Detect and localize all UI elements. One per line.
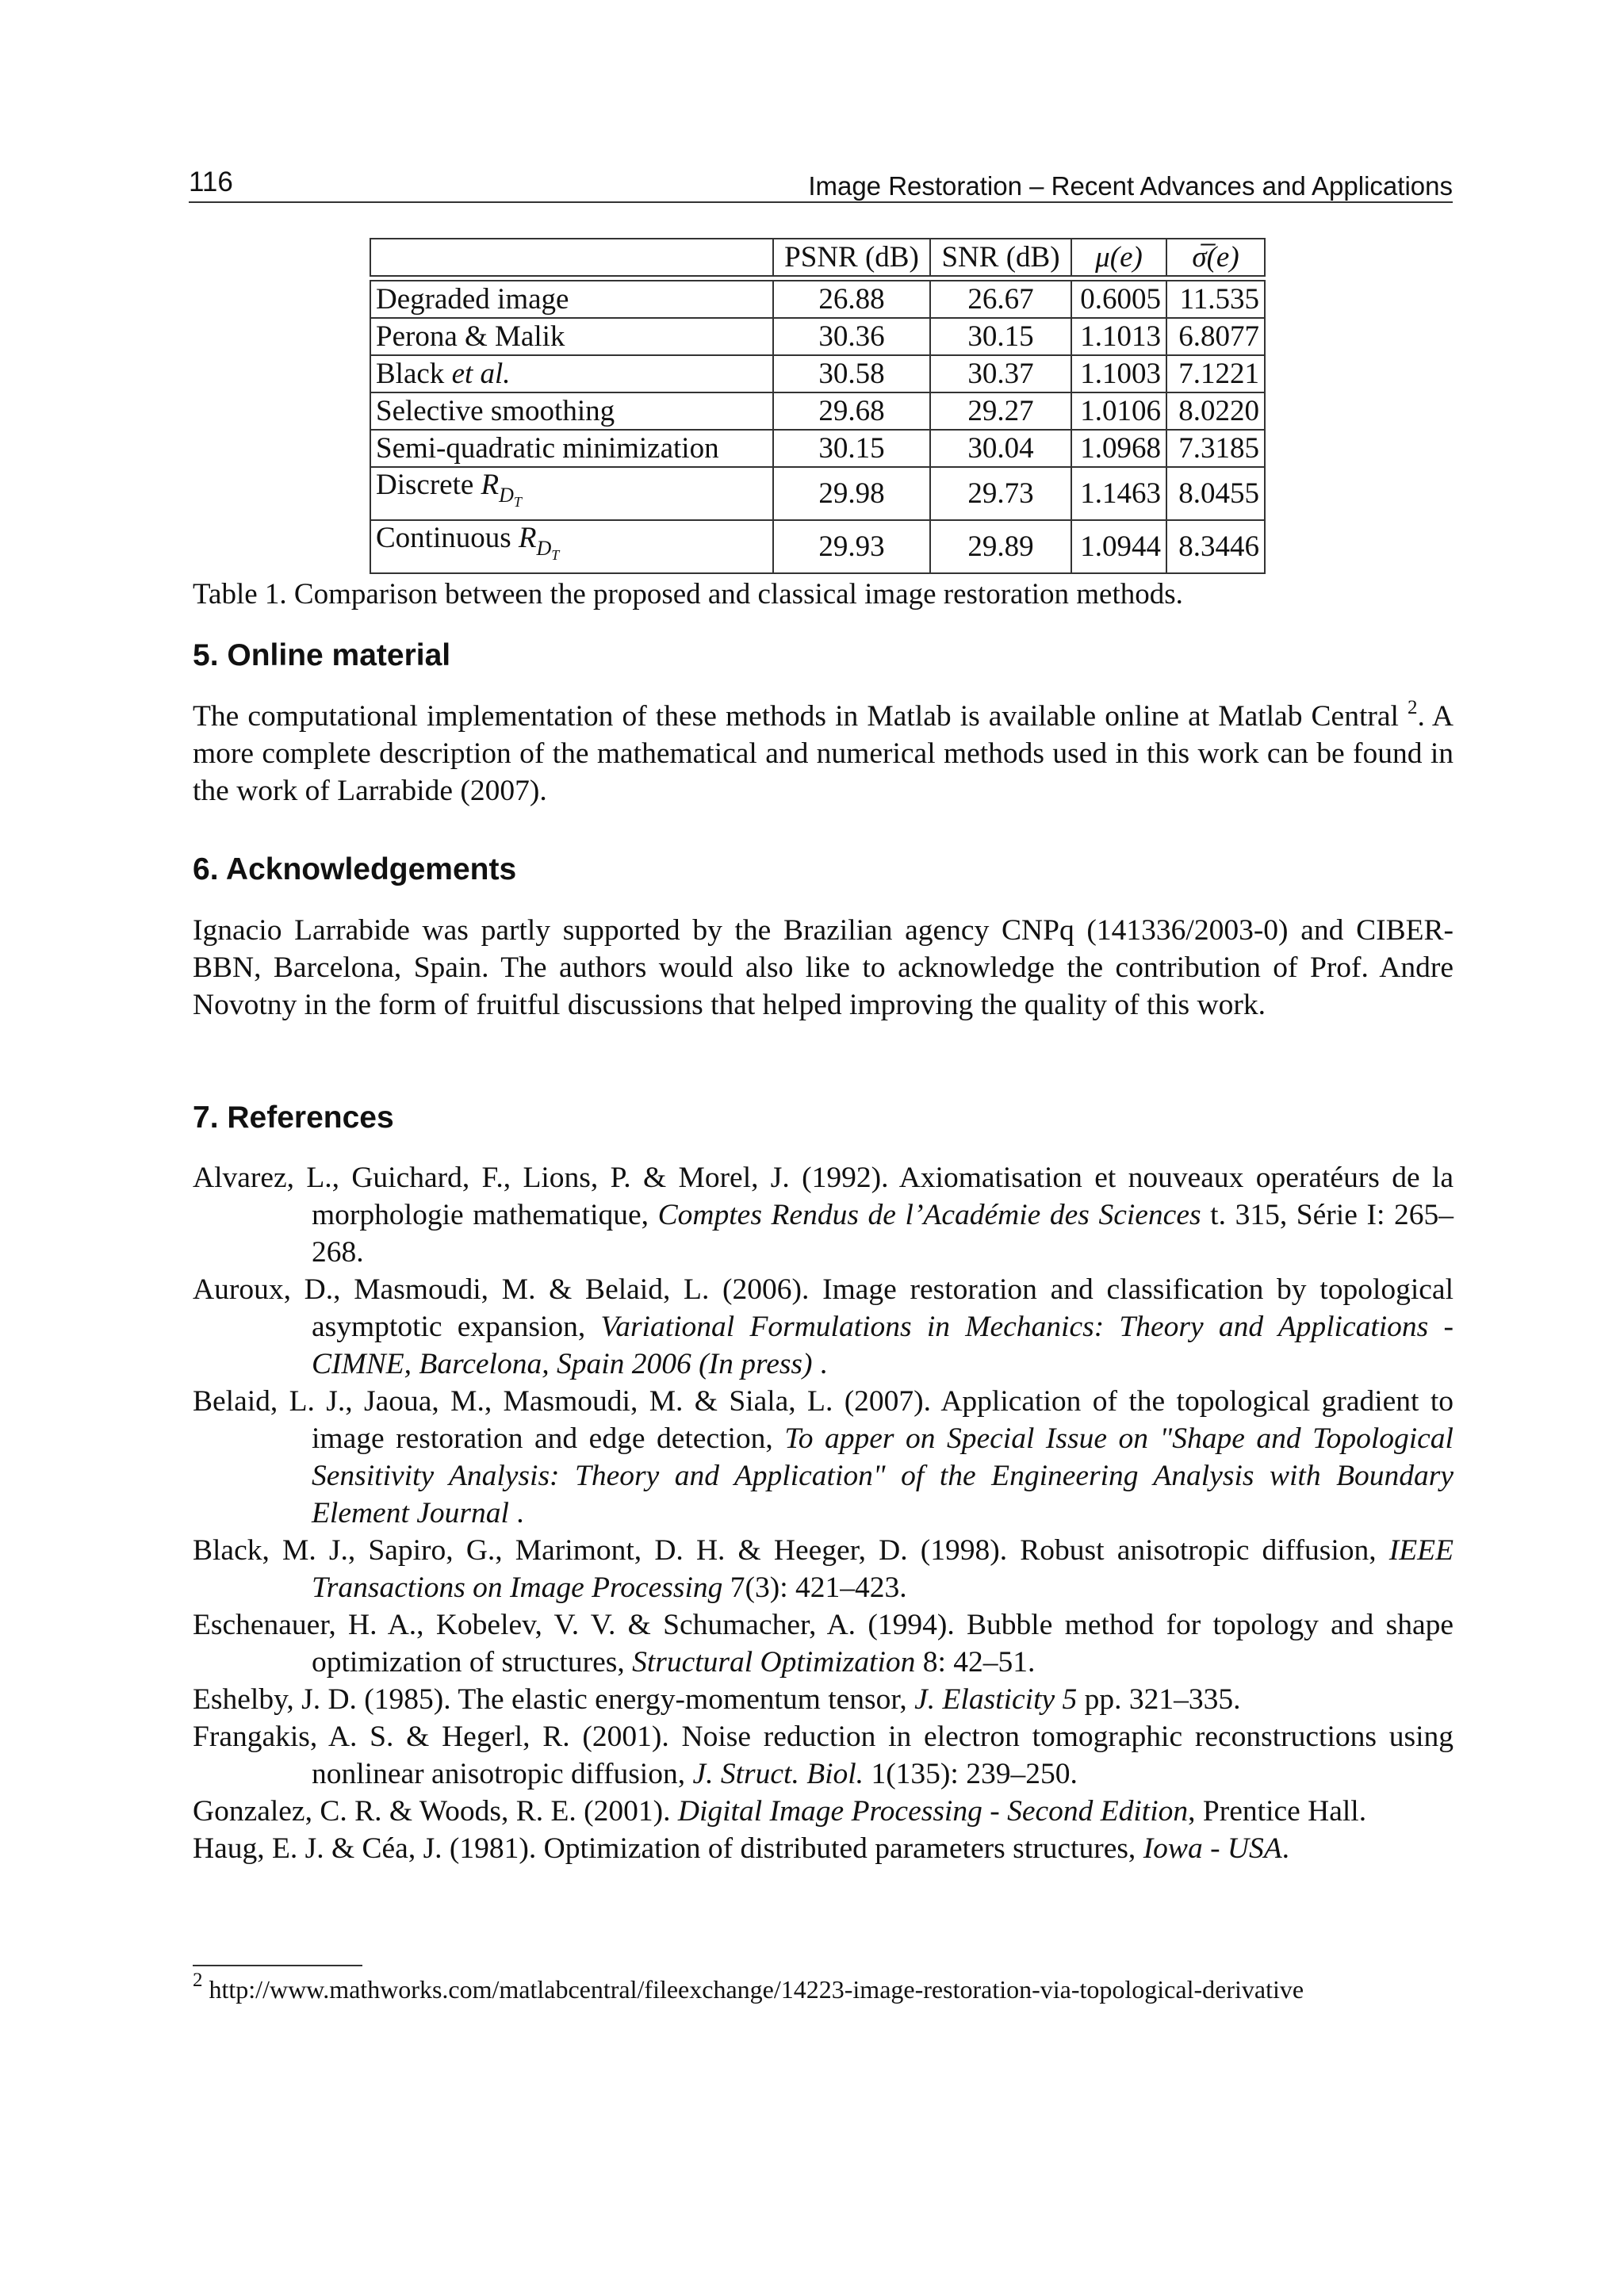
reference-item: Auroux, D., Masmoudi, M. & Belaid, L. (2006). Image restoration and classification by topological asymptotic expansion, Variational Formulations in Mechanics: Theory and Applications - CIMNE, Barcelona, Spain 2006 (In press) . bbox=[193, 1273, 1454, 1380]
subscript-t: T bbox=[513, 494, 522, 510]
snr-cell: 29.89 bbox=[930, 520, 1071, 573]
table-row bbox=[370, 355, 1265, 392]
section-heading-online-material: 5. Online material bbox=[193, 638, 451, 672]
column-header-mu: μ(e) bbox=[1071, 239, 1166, 276]
row-label bbox=[370, 355, 773, 392]
row-label-text: Discrete bbox=[376, 469, 481, 501]
mu-cell: 1.1013 bbox=[1071, 318, 1166, 355]
results-table bbox=[370, 238, 1266, 574]
psnr-cell: 29.98 bbox=[773, 467, 930, 520]
table-caption: Table 1. Comparison between the proposed and classical image restoration methods. bbox=[193, 578, 1183, 611]
row-label-italic: et al. bbox=[451, 357, 511, 390]
subscript-d: DT bbox=[499, 484, 522, 510]
row-label-text: Continuous bbox=[376, 522, 519, 554]
reference-item: Frangakis, A. S. & Hegerl, R. (2001). Noise reduction in electron tomographic reconstructions using nonlinear anisotropic diffusion, J. Struct. Biol. 1(135): 239–250. bbox=[193, 1721, 1454, 1790]
table-row bbox=[370, 281, 1265, 318]
mu-cell: 1.1463 bbox=[1071, 467, 1166, 520]
footnote-text[interactable] bbox=[193, 1970, 1454, 2006]
row-label: Perona & Malik bbox=[370, 318, 773, 355]
footnote-number: 2 bbox=[193, 1970, 203, 1991]
mu-cell: 1.1003 bbox=[1071, 355, 1166, 392]
column-header-method bbox=[370, 239, 773, 276]
row-label bbox=[370, 467, 773, 520]
section-heading-acknowledgements: 6. Acknowledgements bbox=[193, 852, 517, 886]
snr-cell: 29.73 bbox=[930, 467, 1071, 520]
reference-list bbox=[193, 1159, 1454, 1867]
footnote bbox=[193, 1970, 1454, 2006]
row-label bbox=[370, 520, 773, 573]
column-header-sigma: σ̅(e) bbox=[1166, 239, 1265, 276]
snr-cell: 26.67 bbox=[930, 281, 1071, 318]
psnr-cell: 26.88 bbox=[773, 281, 930, 318]
psnr-cell: 30.15 bbox=[773, 430, 930, 467]
table-header-row bbox=[370, 239, 1265, 276]
subscript-d: DT bbox=[536, 537, 560, 563]
mu-cell: 1.0944 bbox=[1071, 520, 1166, 573]
acknowledgements-paragraph: Ignacio Larrabide was partly supported by the Brazilian agency CNPq (141336/2003-0) and CIBER-BBN, Barcelona, Spain. The authors would also like to acknowledge the contribution of Prof. Andre Novotny in the form of fruitful discussions that helped improving the quality of this work. bbox=[193, 914, 1454, 1021]
snr-cell: 29.27 bbox=[930, 392, 1071, 430]
reference-item: Belaid, L. J., Jaoua, M., Masmoudi, M. & Siala, L. (2007). Application of the topological gradient to image restoration and edge detection, To apper on Special Issue on "Shape and Topological Sensitivity Analysis: Theory and Application" of the Engineering Analysis with Boundary Element Journal . bbox=[193, 1385, 1454, 1529]
table-row bbox=[370, 392, 1265, 430]
symbol-r: R bbox=[518, 522, 537, 554]
footnote-url[interactable]: http://www.mathworks.com/matlabcentral/fileexchange/14223-image-restoration-via-topological-derivative bbox=[209, 1975, 1304, 2004]
sigma-cell: 7.3185 bbox=[1166, 430, 1265, 467]
footnote-mark[interactable]: 2 bbox=[1408, 697, 1418, 718]
symbol-r: R bbox=[481, 469, 500, 501]
reference-item: Eshelby, J. D. (1985). The elastic energy-momentum tensor, J. Elasticity 5 pp. 321–335. bbox=[193, 1683, 1241, 1716]
sigma-cell: 8.3446 bbox=[1166, 520, 1265, 573]
sigma-cell: 8.0220 bbox=[1166, 392, 1265, 430]
running-header bbox=[189, 163, 1453, 203]
sigma-cell: 6.8077 bbox=[1166, 318, 1265, 355]
reference-item: Haug, E. J. & Céa, J. (1981). Optimization of distributed parameters structures, Iowa - USA. bbox=[193, 1832, 1290, 1865]
reference-item: Eschenauer, H. A., Kobelev, V. V. & Schumacher, A. (1994). Bubble method for topology and shape optimization of structures, Structural Optimization 8: 42–51. bbox=[193, 1609, 1454, 1679]
column-header-snr: SNR (dB) bbox=[930, 239, 1071, 276]
snr-cell: 30.04 bbox=[930, 430, 1071, 467]
mu-cell: 0.6005 bbox=[1071, 281, 1166, 318]
table-row bbox=[370, 430, 1265, 467]
reference-item: Black, M. J., Sapiro, G., Marimont, D. H. & Heeger, D. (1998). Robust anisotropic diffusion, IEEE Transactions on Image Processing 7(3): 421–423. bbox=[193, 1534, 1454, 1604]
reference-item: Gonzalez, C. R. & Woods, R. E. (2001). Digital Image Processing - Second Edition, Prentice Hall. bbox=[193, 1795, 1367, 1828]
psnr-cell: 29.68 bbox=[773, 392, 930, 430]
book-title: Image Restoration – Recent Advances and Applications bbox=[808, 171, 1453, 201]
sigma-cell: 8.0455 bbox=[1166, 467, 1265, 520]
section-heading-references: 7. References bbox=[193, 1101, 394, 1135]
table-row bbox=[370, 318, 1265, 355]
mu-cell: 1.0968 bbox=[1071, 430, 1166, 467]
snr-cell: 30.15 bbox=[930, 318, 1071, 355]
psnr-cell: 30.58 bbox=[773, 355, 930, 392]
row-label: Semi-quadratic minimization bbox=[370, 430, 773, 467]
footnote-rule bbox=[193, 1965, 362, 1966]
sigma-cell: 7.1221 bbox=[1166, 355, 1265, 392]
reference-item: Alvarez, L., Guichard, F., Lions, P. & Morel, J. (1992). Axiomatisation et nouveaux operatéurs de la morphologie mathematique, Comptes Rendus de l’Académie des Sciences t. 315, Série I: 265–268. bbox=[193, 1162, 1454, 1269]
row-label-text: Black bbox=[376, 357, 452, 390]
table-row bbox=[370, 467, 1265, 520]
column-header-psnr: PSNR (dB) bbox=[773, 239, 930, 276]
online-material-paragraph: The computational implementation of these methods in Matlab is available online at Matlab Central $^2$. A more complete description of the mathematical and numerical methods used in this work can be found in the work of Larrabide (2007). bbox=[193, 697, 1454, 807]
table-row bbox=[370, 520, 1265, 573]
psnr-cell: 30.36 bbox=[773, 318, 930, 355]
page-number: 116 bbox=[189, 167, 233, 197]
psnr-cell: 29.93 bbox=[773, 520, 930, 573]
snr-cell: 30.37 bbox=[930, 355, 1071, 392]
row-label: Selective smoothing bbox=[370, 392, 773, 430]
subscript-t: T bbox=[551, 547, 560, 563]
sigma-cell: 11.535 bbox=[1166, 281, 1265, 318]
row-label: Degraded image bbox=[370, 281, 773, 318]
mu-cell: 1.0106 bbox=[1071, 392, 1166, 430]
